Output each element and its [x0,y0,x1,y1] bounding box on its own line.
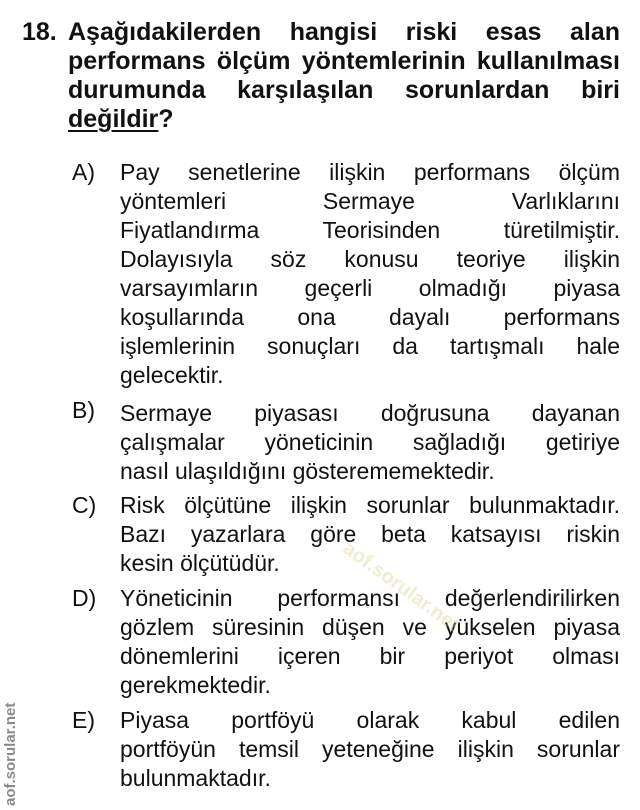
option-text [120,706,620,793]
option-letter: A) [72,159,95,185]
option-letter: C) [72,492,97,518]
option-line: dönemlerini içeren bir periyot olması [120,643,620,669]
option-line: işlemlerinin sonuçları da tartışmalı hale [120,333,620,359]
option-letter: B) [72,397,95,423]
option-line: portföyün temsil yeteneğine ilişkin sorunlar [120,736,620,762]
option-line: Fiyatlandırma Teorisinden türetilmiştir. [120,217,620,243]
option-line: Pay senetlerine ilişkin performans ölçüm [120,159,620,185]
option-letter: D) [72,585,97,611]
question-mark: ? [158,105,174,133]
option-text [120,158,620,390]
question-stem [68,18,620,134]
option-line: Risk ölçütüne ilişkin sorunlar bulunmaktadır. [120,492,620,518]
option-letter: E) [72,707,95,733]
option-line: bulunmaktadır. [120,765,271,791]
option-line: Sermaye piyasası doğrusuna dayanan [120,400,620,426]
option-text [120,584,620,700]
question-line: performans ölçüm yöntemlerinin kullanılması [68,47,620,75]
option-line: varsayımların geçerli olmadığı piyasa [120,275,620,301]
negation-emphasis: değildir [68,105,159,133]
option-line: koşullarında ona dayalı performans [120,304,620,330]
option-line: Bazı yazarlara göre beta katsayısı riskin [120,521,620,547]
option-line: çalışmalar yöneticinin sağladığı getiriye [120,429,620,455]
option-line: Yöneticinin performansı değerlendirilirken [120,585,620,611]
question-line: Aşağıdakilerden hangisi riski esas alan [68,18,620,46]
option-line: nasıl ulaşıldığını gösterememektedir. [120,458,495,484]
option-line: Piyasa portföyü olarak kabul edilen [120,707,620,733]
option-text [120,399,620,486]
option-text [120,491,620,578]
question-line-last [68,105,620,134]
option-line: kesin ölçütüdür. [120,550,280,576]
option-line: gözlem süresinin düşen ve yükselen piyasa [120,614,620,640]
option-line: gerekmektedir. [120,672,271,698]
diagonal-watermark: aof.sorular.net [338,537,464,636]
option-line: Dolayısıyla söz konusu teoriye ilişkin [120,246,620,272]
side-watermark: aof.sorular.net [2,702,19,806]
option-line: yöntemleri Sermaye Varlıklarını [120,188,620,214]
option-line: gelecektir. [120,362,224,388]
question-line: durumunda karşılaşılan sorunlardan biri [68,76,620,104]
question-number: 18. [22,18,57,46]
